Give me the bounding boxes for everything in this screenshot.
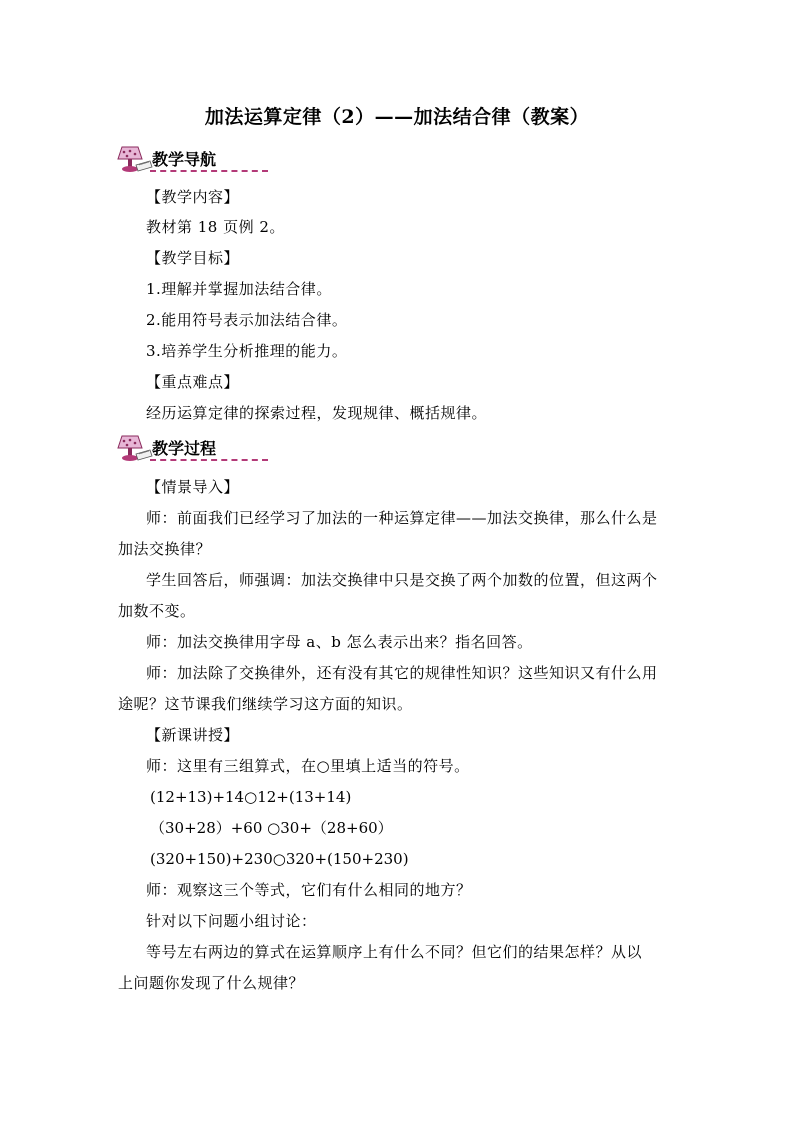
lamp-icon <box>114 143 154 177</box>
goal-item: 3.培养学生分析推理的能力。 <box>146 342 348 360</box>
section-label-nav: 教学导航 <box>152 150 217 169</box>
equation-line: (320+150)+230○320+(150+230) <box>150 850 409 868</box>
paragraph-line: 师：观察这三个等式，它们有什么相同的地方？ <box>146 881 472 899</box>
paragraph-line: 途呢？这节课我们继续学习这方面的知识。 <box>118 695 413 713</box>
paragraph-line: 师：前面我们已经学习了加法的一种运算定律——加法交换律，那么什么是 <box>146 509 658 527</box>
paragraph-line: 师：这里有三组算式，在○里填上适当的符号。 <box>146 757 470 775</box>
banner-underline <box>150 459 268 461</box>
key-text: 经历运算定律的探索过程，发现规律、概括规律。 <box>146 404 488 422</box>
paragraph-line: 等号左右两边的算式在运算顺序上有什么不同？但它们的结果怎样？从以 <box>146 943 643 961</box>
paragraph-line: 师：加法除了交换律外，还有没有其它的规律性知识？这些知识又有什么用 <box>146 664 658 682</box>
equation-line: (12+13)+14○12+(13+14) <box>150 788 352 806</box>
new-lesson-heading: 【新课讲授】 <box>146 726 240 744</box>
goals-heading: 【教学目标】 <box>146 249 240 267</box>
banner-underline <box>150 170 268 172</box>
intro-heading: 【情景导入】 <box>146 478 240 496</box>
paragraph-line: 加数不变。 <box>118 602 196 620</box>
page-title: 加法运算定律（2）——加法结合律（教案） <box>204 106 590 128</box>
lamp-icon <box>114 432 154 466</box>
section-label-process: 教学过程 <box>152 439 217 458</box>
paragraph-line: 师：加法交换律用字母 a、b 怎么表示出来？指名回答。 <box>146 633 533 651</box>
section-banner-nav <box>114 143 274 177</box>
goal-item: 2.能用符号表示加法结合律。 <box>146 311 348 329</box>
content-heading: 【教学内容】 <box>146 188 240 206</box>
paragraph-line: 加法交换律？ <box>118 540 212 558</box>
key-heading: 【重点难点】 <box>146 373 240 391</box>
paragraph-line: 上问题你发现了什么规律？ <box>118 974 305 992</box>
section-banner-process <box>114 432 274 466</box>
paragraph-line: 学生回答后，师强调：加法交换律中只是交换了两个加数的位置，但这两个 <box>146 571 658 589</box>
content-text: 教材第 18 页例 2。 <box>146 218 285 236</box>
equation-line: （30+28）+60 ○30+（28+60） <box>150 819 393 837</box>
goal-item: 1.理解并掌握加法结合律。 <box>146 280 332 298</box>
paragraph-line: 针对以下问题小组讨论： <box>146 912 317 930</box>
